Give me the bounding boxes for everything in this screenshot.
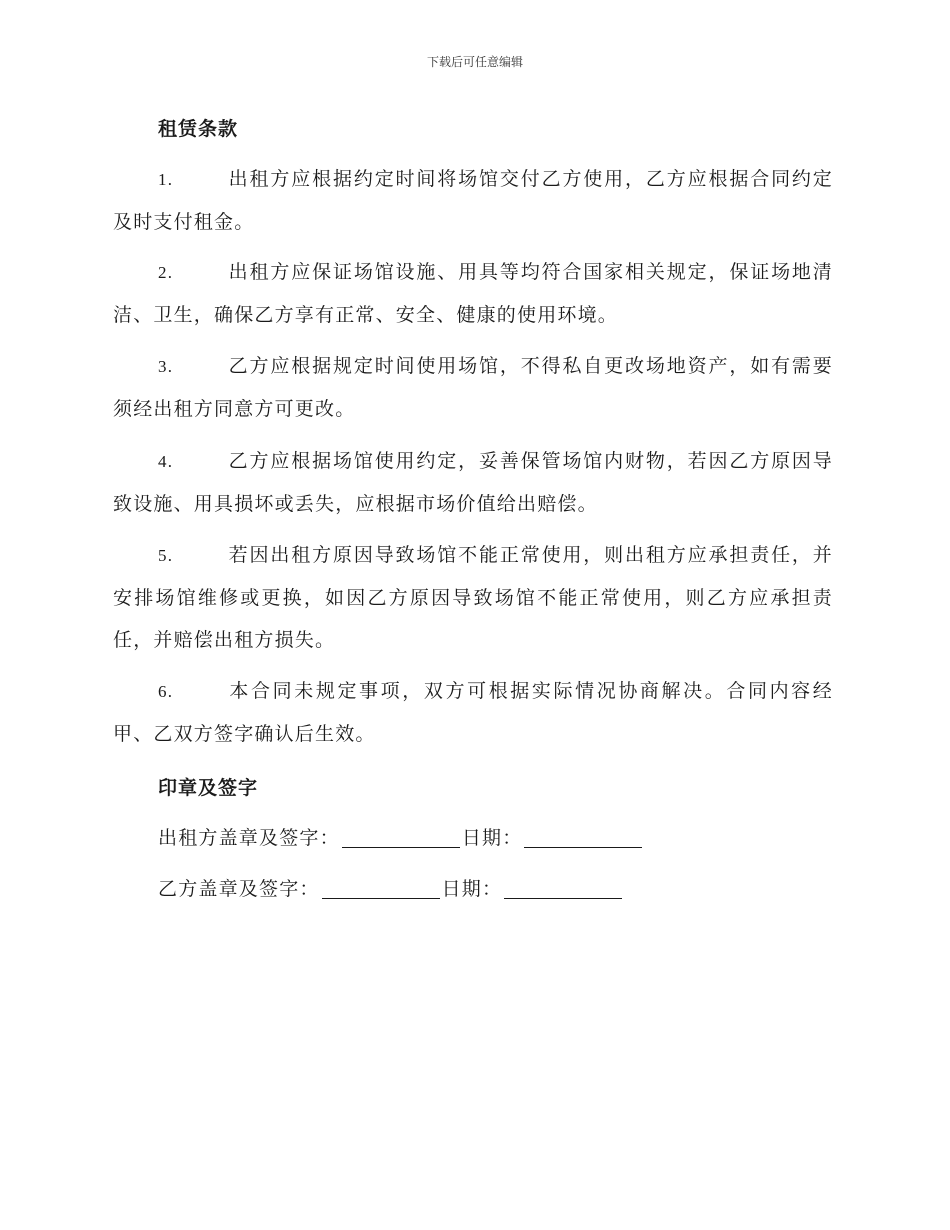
lessee-date-field[interactable] xyxy=(504,878,622,899)
clause-item xyxy=(113,345,833,430)
clause-item xyxy=(113,534,833,661)
clause-text: 若因出租方原因导致场馆不能正常使用，则出租方应承担责任，并安排场馆维修或更换，如因乙方原因导致场馆不能正常使用，则乙方应承担责任，并赔偿出租方损失。 xyxy=(113,544,833,651)
clause-number: 4. xyxy=(158,452,174,471)
clause-text: 出租方应根据约定时间将场馆交付乙方使用，乙方应根据合同约定及时支付租金。 xyxy=(113,168,833,233)
section-title-signatures: 印章及签字 xyxy=(158,777,259,799)
lessee-date-label: 日期： xyxy=(441,878,503,900)
lessee-signature-field[interactable] xyxy=(322,878,440,899)
clause-text: 本合同未规定事项，双方可根据实际情况协商解决。合同内容经甲、乙双方签字确认后生效。 xyxy=(113,680,833,745)
lessee-signature-label: 乙方盖章及签字： xyxy=(158,878,320,900)
clause-number: 6. xyxy=(158,682,174,701)
lessor-signature-row xyxy=(158,823,644,850)
lessor-date-label: 日期： xyxy=(461,827,523,849)
clause-item xyxy=(113,670,833,755)
section-title-terms: 租赁条款 xyxy=(158,118,239,140)
clause-text: 乙方应根据规定时间使用场馆，不得私自更改场地资产，如有需要须经出租方同意方可更改。 xyxy=(113,355,833,420)
clause-number: 2. xyxy=(158,263,174,282)
lessee-signature-row xyxy=(158,874,624,901)
clause-text: 乙方应根据场馆使用约定，妥善保管场馆内财物，若因乙方原因导致设施、用具损坏或丢失，应根据市场价值给出赔偿。 xyxy=(113,450,833,515)
lessor-date-field[interactable] xyxy=(524,827,642,848)
clause-item xyxy=(113,251,833,336)
clause-item xyxy=(113,440,833,525)
clause-number: 5. xyxy=(158,546,174,565)
clause-number: 1. xyxy=(158,170,174,189)
clause-text: 出租方应保证场馆设施、用具等均符合国家相关规定，保证场地清洁、卫生，确保乙方享有正常、安全、健康的使用环境。 xyxy=(113,261,833,326)
lessor-signature-field[interactable] xyxy=(342,827,460,848)
lessor-signature-label: 出租方盖章及签字： xyxy=(158,827,340,849)
clause-number: 3. xyxy=(158,357,174,376)
clause-item xyxy=(113,158,833,243)
page-header-note: 下载后可任意编辑 xyxy=(426,55,523,69)
